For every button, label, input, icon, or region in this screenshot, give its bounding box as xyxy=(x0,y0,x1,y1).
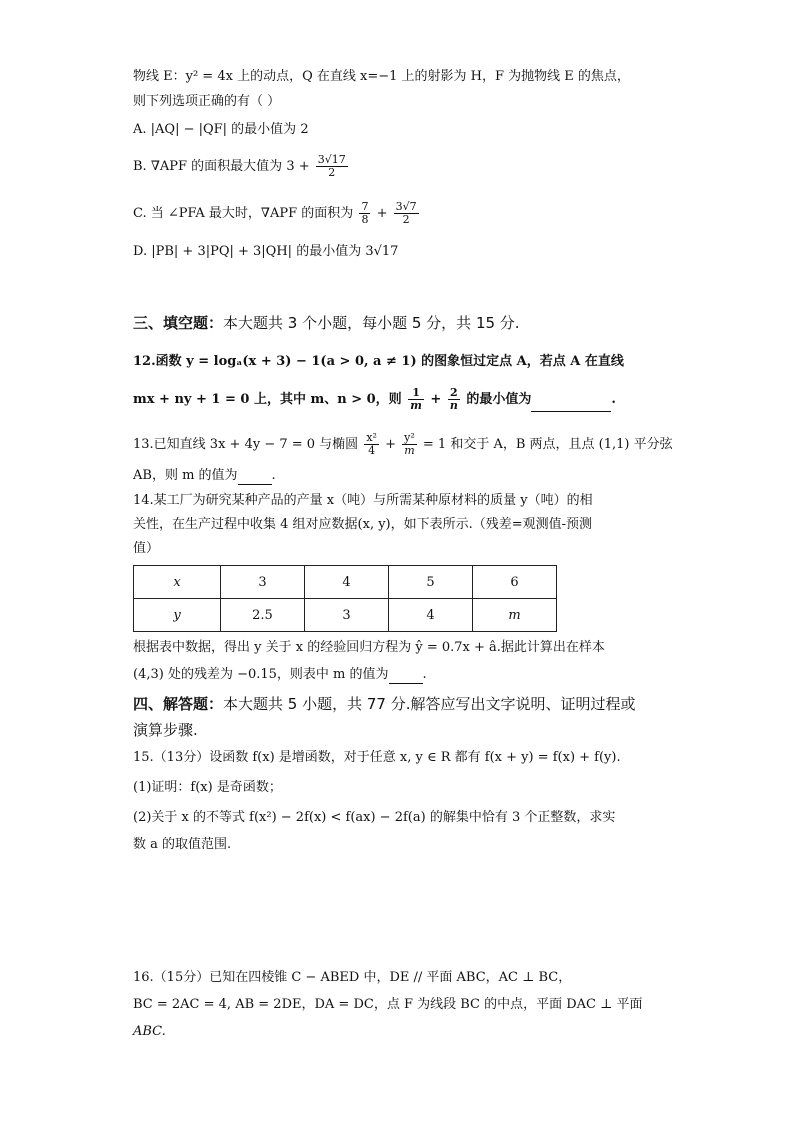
q12-line2 xyxy=(133,387,616,412)
table-cell: 2.5 xyxy=(221,599,305,632)
q12-fraction-2 xyxy=(448,387,460,412)
q11-option-c-fraction-1 xyxy=(359,201,370,226)
q11-option-c-denominator-2: 2 xyxy=(402,213,410,226)
q13-numerator-1: x² xyxy=(366,431,377,444)
q12-line2-post: 的最小值为 xyxy=(466,392,532,407)
section-4-title: 四、解答题： xyxy=(133,695,224,713)
q13-line2-text: AB，则 m 的值为 xyxy=(133,468,238,483)
q11-option-b-denominator: 2 xyxy=(328,166,336,179)
q11-option-c-numerator-1: 7 xyxy=(361,200,369,213)
q12-end: . xyxy=(611,392,616,407)
q13-answer-blank[interactable] xyxy=(238,484,272,485)
q11-option-a: A. |AQ| − |QF| 的最小值为 2 xyxy=(133,122,309,137)
q11-option-c-text: C. 当 ∠PFA 最大时，∇APF 的面积为 xyxy=(133,206,354,221)
q13-numerator-2: y² xyxy=(404,431,415,444)
q12-denominator-2: n xyxy=(449,399,458,412)
q13-line1-post: = 1 和交于 A，B 两点，且点 (1,1) 平分弦 xyxy=(422,437,673,452)
q11-option-b xyxy=(133,154,350,179)
q14-line5-text: (4,3) 处的残差为 −0.15，则表中 m 的值为 xyxy=(133,667,389,682)
table-cell: 3 xyxy=(221,566,305,599)
q13-fraction-2 xyxy=(402,432,417,457)
q14-line4: 根据表中数据，得出 y 关于 x 的经验回归方程为 ŷ = 0.7x + â.据此计算出在样本 xyxy=(133,640,605,655)
q14-data-table xyxy=(133,565,557,632)
q13-line1 xyxy=(133,432,673,457)
table-cell: m xyxy=(473,599,557,632)
q11-line1: 物线 E：y² = 4x 上的动点，Q 在直线 x=−1 上的射影为 H，F 为抛物线 E 的焦点， xyxy=(133,69,630,84)
q15-line1: 15.（13分）设函数 f(x) 是增函数，对于任意 x, y ∈ R 都有 f(x + y) = f(x) + f(y). xyxy=(133,750,621,765)
q14-end: . xyxy=(422,667,427,682)
table-cell: y xyxy=(134,599,221,632)
q14-line5 xyxy=(133,666,427,684)
q11-option-c-fraction-2 xyxy=(394,201,419,226)
q11-option-b-text: B. ∇APF 的面积最大值为 3 + xyxy=(133,159,310,174)
q15-line4: 数 a 的取值范围. xyxy=(133,837,232,852)
table-cell: 6 xyxy=(473,566,557,599)
q15-line2: (1)证明：f(x) 是奇函数； xyxy=(133,780,282,795)
q15-line3: (2)关于 x 的不等式 f(x²) − 2f(x) < f(ax) − 2f(a) 的解集中恰有 3 个正整数，求实 xyxy=(133,810,616,825)
section-3-title: 三、填空题： xyxy=(133,314,224,332)
q16-line1: 16.（15分）已知在四棱锥 C − ABED 中，DE // 平面 ABC，AC ⊥ BC， xyxy=(133,970,572,985)
q12-denominator-1: m xyxy=(410,399,422,412)
q11-option-c-denominator-1: 8 xyxy=(361,213,369,226)
q13-end: . xyxy=(271,468,276,483)
q11-option-b-numerator: 3√17 xyxy=(317,153,346,166)
table-cell: 4 xyxy=(305,566,389,599)
section-3-description: 本大题共 3 个小题，每小题 5 分，共 15 分. xyxy=(223,314,520,332)
q11-option-c-plus: + xyxy=(376,206,388,221)
q14-line3: 值） xyxy=(133,541,160,556)
table-cell: x xyxy=(134,566,221,599)
q14-line1: 14.某工厂为研究某种产品的产量 x（吨）与所需某种原材料的质量 y（吨）的相 xyxy=(133,493,593,508)
q11-option-b-fraction xyxy=(316,154,348,179)
q13-fraction-1 xyxy=(364,432,379,457)
table-cell: 4 xyxy=(389,599,473,632)
q12-line1: 12.函数 y = logₐ(x + 3) − 1(a > 0, a ≠ 1) 的图象恒过定点 A，若点 A 在直线 xyxy=(133,354,624,369)
q12-numerator-1: 1 xyxy=(408,387,424,400)
q14-answer-blank[interactable] xyxy=(389,683,423,684)
section-4-description: 本大题共 5 小题，共 77 分.解答应写出文字说明、证明过程或 xyxy=(223,695,636,713)
q13-line2 xyxy=(133,467,276,485)
table-row xyxy=(134,599,557,632)
section-4-heading xyxy=(133,695,636,713)
q11-option-c xyxy=(133,201,421,226)
q13-denominator-1: 4 xyxy=(368,444,376,457)
q12-line2-text: mx + ny + 1 = 0 上，其中 m、n > 0，则 xyxy=(133,392,402,407)
q11-option-c-numerator-2: 3√7 xyxy=(395,200,417,213)
q11-line2: 则下列选项正确的有（ ） xyxy=(133,94,281,109)
q12-numerator-2: 2 xyxy=(448,387,460,400)
q12-fraction-1 xyxy=(408,387,424,412)
q13-denominator-2: m xyxy=(404,444,415,457)
q13-plus: + xyxy=(385,437,396,452)
table-cell: 5 xyxy=(389,566,473,599)
q12-plus: + xyxy=(430,392,442,407)
q16-line2: BC = 2AC = 4, AB = 2DE，DA = DC，点 F 为线段 BC 的中点，平面 DAC ⊥ 平面 xyxy=(133,997,643,1012)
q12-answer-blank[interactable] xyxy=(531,411,611,412)
q13-line1-text: 13.已知直线 3x + 4y − 7 = 0 与椭圆 xyxy=(133,437,359,452)
q16-line3: ABC. xyxy=(133,1024,166,1039)
section-4-line2: 演算步骤. xyxy=(133,721,198,739)
q14-line2: 关性，在生产过程中收集 4 组对应数据(x, y)，如下表所示.（残差=观测值-预测 xyxy=(133,517,593,532)
section-3-heading xyxy=(133,314,520,332)
q11-option-d: D. |PB| + 3|PQ| + 3|QH| 的最小值为 3√17 xyxy=(133,244,399,259)
table-row xyxy=(134,566,557,599)
table-cell: 3 xyxy=(305,599,389,632)
